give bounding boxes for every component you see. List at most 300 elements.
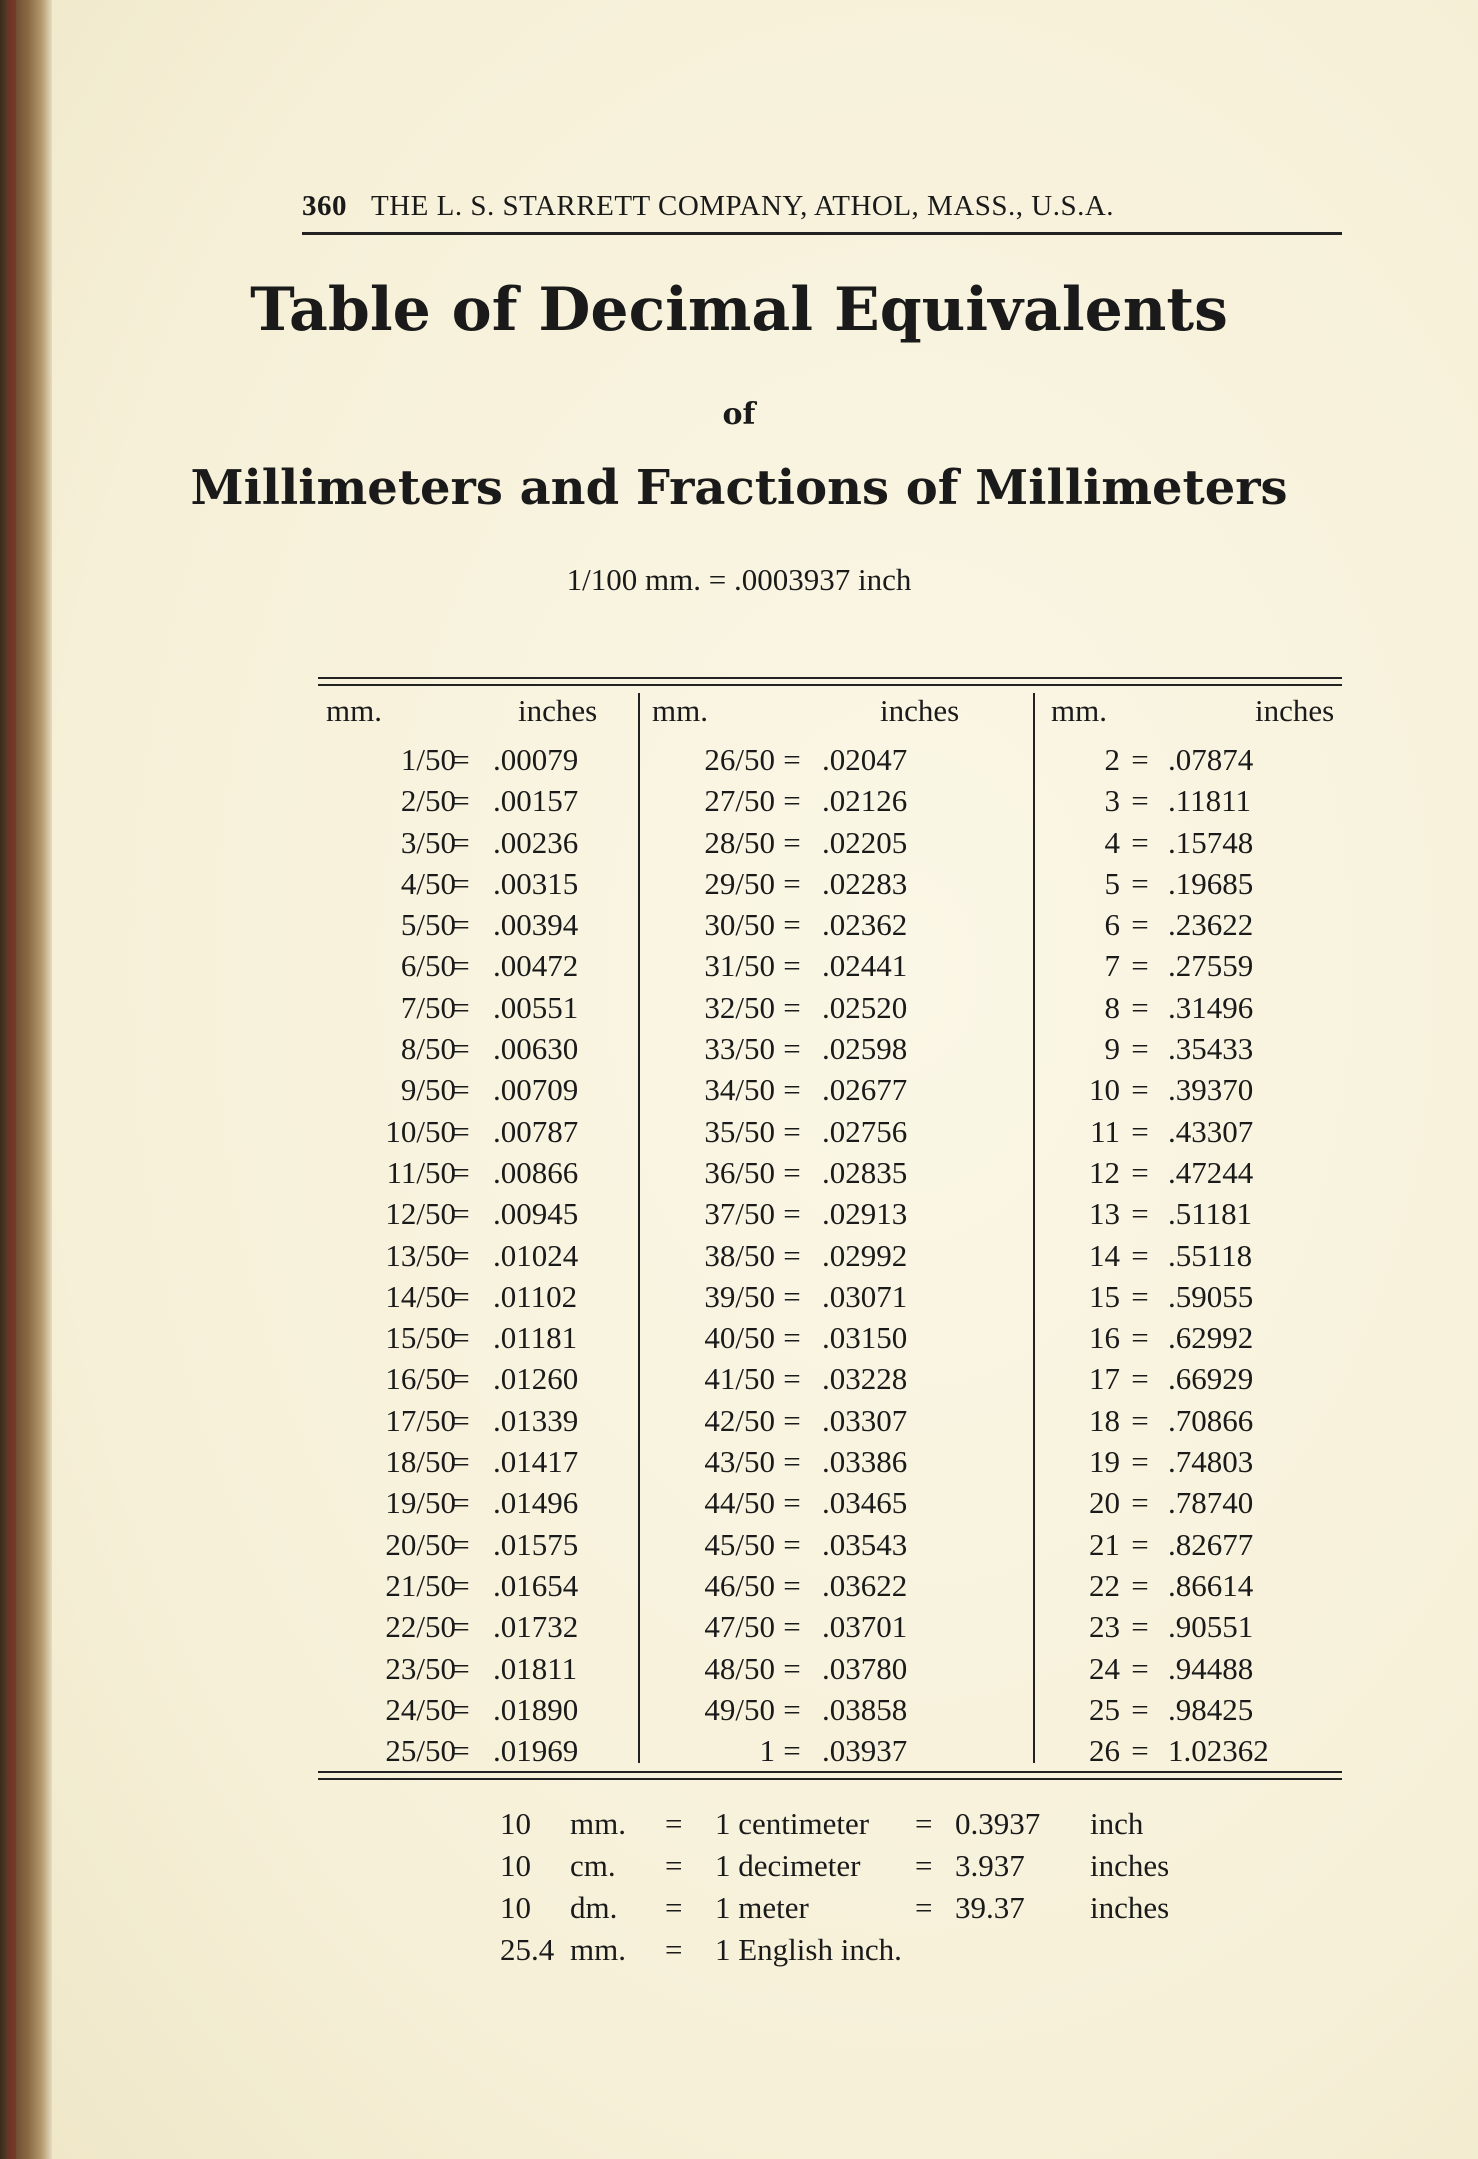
equals-sign: = <box>1131 1237 1149 1273</box>
table-row <box>640 1565 1035 1606</box>
table-bottom-rule-2 <box>318 1778 1342 1780</box>
equals-sign: = <box>783 1196 801 1232</box>
inch-value: .00709 <box>493 1072 579 1108</box>
equals-sign: = <box>1131 783 1149 819</box>
table-row <box>318 1400 638 1441</box>
table-row <box>318 1111 638 1152</box>
mm-value: 10 <box>1089 1072 1120 1108</box>
table-row <box>640 1235 1035 1276</box>
table-column-1 <box>318 693 638 1769</box>
mm-value: 15 <box>1089 1278 1120 1314</box>
mm-value: 25/50 <box>385 1733 456 1769</box>
table-row <box>1035 1235 1344 1276</box>
mm-value: 26 <box>1089 1733 1120 1769</box>
unit-conversion-notes <box>500 1803 1300 1971</box>
equals-sign: = <box>783 1237 801 1273</box>
mm-value: 16 <box>1089 1320 1120 1356</box>
table-row <box>318 1235 638 1276</box>
equals-sign: = <box>783 1733 801 1769</box>
mm-value: 4/50 <box>400 865 456 901</box>
header-mm: mm. <box>652 693 708 728</box>
mm-value: 18 <box>1089 1402 1120 1438</box>
table-row <box>318 1152 638 1193</box>
mm-value: 30/50 <box>704 907 775 943</box>
equals-sign: = <box>452 1733 470 1769</box>
table-row <box>318 1606 638 1647</box>
table-top-rule-2 <box>318 684 1342 686</box>
table-row <box>318 863 638 904</box>
table-row <box>640 1730 1035 1771</box>
inch-value: 1.02362 <box>1168 1733 1269 1769</box>
table-row <box>1035 1441 1344 1482</box>
table-row <box>640 1524 1035 1565</box>
mm-value: 2/50 <box>400 783 456 819</box>
mm-value: 36/50 <box>704 1154 775 1190</box>
mm-value: 14 <box>1089 1237 1120 1273</box>
mm-value: 40/50 <box>704 1320 775 1356</box>
equals-sign: = <box>1131 1609 1149 1645</box>
table-row <box>640 1028 1035 1069</box>
inch-value: .00236 <box>493 824 579 860</box>
inch-value: .31496 <box>1168 989 1254 1025</box>
table-row <box>640 1276 1035 1317</box>
equals-sign: = <box>1131 1361 1149 1397</box>
conversion-note <box>500 1845 1300 1887</box>
note-a: 25.4 <box>500 1932 555 1967</box>
mm-value: 31/50 <box>704 948 775 984</box>
inch-value: .01417 <box>493 1444 579 1480</box>
equivalents-table <box>318 693 1342 1768</box>
inch-value: .43307 <box>1168 1113 1254 1149</box>
mm-value: 26/50 <box>704 742 775 777</box>
inch-value: .00157 <box>493 783 579 819</box>
table-row <box>640 987 1035 1028</box>
table-row <box>1035 1028 1344 1069</box>
equals-sign: = <box>783 1402 801 1438</box>
inch-value: .02362 <box>822 907 908 943</box>
table-row <box>318 822 638 863</box>
conversion-note <box>500 1929 1300 1971</box>
equals-sign: = <box>783 1691 801 1727</box>
equals-sign: = <box>1131 1567 1149 1603</box>
inch-value: .35433 <box>1168 1031 1254 1067</box>
note-d: inch <box>1090 1806 1144 1841</box>
equals-sign: = <box>783 742 801 777</box>
inch-value: .27559 <box>1168 948 1254 984</box>
equals-sign: = <box>452 1361 470 1397</box>
inch-value: .02677 <box>822 1072 908 1108</box>
mm-value: 45/50 <box>704 1526 775 1562</box>
table-row <box>1035 1069 1344 1110</box>
page-title: Table of Decimal Equivalents <box>250 275 1228 345</box>
mm-value: 10/50 <box>385 1113 456 1149</box>
inch-value: .03780 <box>822 1650 908 1686</box>
inch-value: .02598 <box>822 1031 908 1067</box>
equals-sign: = <box>452 1650 470 1686</box>
mm-value: 33/50 <box>704 1031 775 1067</box>
table-row <box>318 780 638 821</box>
note-unit: mm. <box>570 1932 626 1967</box>
equals-sign: = <box>1131 1113 1149 1149</box>
note-unit: dm. <box>570 1890 618 1925</box>
table-row <box>640 1152 1035 1193</box>
table-row <box>318 1565 638 1606</box>
table-row <box>1035 1193 1344 1234</box>
inch-value: .01969 <box>493 1733 579 1769</box>
equals-sign: = <box>1131 1196 1149 1232</box>
equals-sign: = <box>452 948 470 984</box>
table-row <box>640 945 1035 986</box>
equals-sign: = <box>1131 1691 1149 1727</box>
table-row <box>640 1648 1035 1689</box>
equals-sign: = <box>783 1113 801 1149</box>
mm-value: 23/50 <box>385 1650 456 1686</box>
table-row <box>318 1482 638 1523</box>
inch-value: .02126 <box>822 783 908 819</box>
inch-value: .02047 <box>822 742 908 777</box>
mm-value: 43/50 <box>704 1444 775 1480</box>
mm-value: 49/50 <box>704 1691 775 1727</box>
table-row <box>318 1689 638 1730</box>
inch-value: .82677 <box>1168 1526 1254 1562</box>
table-row <box>1035 1730 1344 1771</box>
inch-value: .02283 <box>822 865 908 901</box>
equals-sign: = <box>783 1154 801 1190</box>
equals-sign: = <box>1131 907 1149 943</box>
inch-value: .00551 <box>493 989 579 1025</box>
equals-sign: = <box>783 865 801 901</box>
equals-sign: = <box>783 783 801 819</box>
equals-sign: = <box>452 1154 470 1190</box>
equals-sign: = <box>452 1278 470 1314</box>
equals-sign: = <box>452 1609 470 1645</box>
table-row <box>318 904 638 945</box>
table-column-2 <box>638 693 1035 1769</box>
mm-value: 5/50 <box>400 907 456 943</box>
equals-sign: = <box>783 1278 801 1314</box>
mm-value: 19/50 <box>385 1485 456 1521</box>
inch-value: .02441 <box>822 948 908 984</box>
table-row <box>640 1441 1035 1482</box>
mm-value: 23 <box>1089 1609 1120 1645</box>
table-row <box>640 1111 1035 1152</box>
inch-value: .19685 <box>1168 865 1254 901</box>
mm-value: 5 <box>1104 865 1120 901</box>
table-row <box>640 1482 1035 1523</box>
equals-sign: = <box>1131 1320 1149 1356</box>
equals-sign: = <box>1131 1402 1149 1438</box>
title-connector: of <box>722 397 756 432</box>
equals-sign: = <box>452 824 470 860</box>
table-row <box>318 1317 638 1358</box>
mm-value: 12/50 <box>385 1196 456 1232</box>
table-row <box>1035 945 1344 986</box>
mm-value: 38/50 <box>704 1237 775 1273</box>
equals-sign: = <box>452 1113 470 1149</box>
table-row <box>1035 1482 1344 1523</box>
equals-sign: = <box>783 824 801 860</box>
inch-value: .00315 <box>493 865 579 901</box>
table-row <box>318 739 638 780</box>
inch-value: .03150 <box>822 1320 908 1356</box>
mm-value: 28/50 <box>704 824 775 860</box>
note-eq1: = <box>665 1848 683 1883</box>
inch-value: .01732 <box>493 1609 579 1645</box>
inch-value: .02205 <box>822 824 908 860</box>
equals-sign: = <box>452 989 470 1025</box>
mm-value: 9 <box>1104 1031 1120 1067</box>
inch-value: .70866 <box>1168 1402 1254 1438</box>
equals-sign: = <box>1131 1154 1149 1190</box>
inch-value: .03622 <box>822 1567 908 1603</box>
inch-value: .02520 <box>822 989 908 1025</box>
table-row <box>640 1400 1035 1441</box>
note-c: 39.37 <box>955 1890 1025 1925</box>
note-b: 1 decimeter <box>715 1848 861 1883</box>
page-subtitle: Millimeters and Fractions of Millimeters <box>190 460 1288 516</box>
inch-value: .15748 <box>1168 824 1254 860</box>
inch-value: .98425 <box>1168 1691 1254 1727</box>
running-head-text: THE L. S. STARRETT COMPANY, ATHOL, MASS., U.S.A. <box>371 190 1115 222</box>
mm-value: 1/50 <box>400 742 456 777</box>
mm-value: 20/50 <box>385 1526 456 1562</box>
equals-sign: = <box>783 1567 801 1603</box>
inch-value: .86614 <box>1168 1567 1254 1603</box>
table-row <box>1035 1565 1344 1606</box>
note-d: inches <box>1090 1890 1170 1925</box>
inch-value: .01811 <box>493 1650 578 1686</box>
inch-value: .00787 <box>493 1113 579 1149</box>
mm-value: 29/50 <box>704 865 775 901</box>
mm-value: 25 <box>1089 1691 1120 1727</box>
inch-value: .00394 <box>493 907 579 943</box>
table-row <box>1035 822 1344 863</box>
mm-value: 17 <box>1089 1361 1120 1397</box>
mm-value: 21/50 <box>385 1567 456 1603</box>
mm-value: 8/50 <box>400 1031 456 1067</box>
mm-value: 15/50 <box>385 1320 456 1356</box>
mm-value: 37/50 <box>704 1196 775 1232</box>
inch-value: .94488 <box>1168 1650 1254 1686</box>
page-number: 360 <box>302 190 347 222</box>
equals-sign: = <box>452 907 470 943</box>
inch-value: .03307 <box>822 1402 908 1438</box>
equals-sign: = <box>452 783 470 819</box>
inch-value: .02992 <box>822 1237 908 1273</box>
inch-value: .11811 <box>1168 783 1251 819</box>
mm-value: 19 <box>1089 1444 1120 1480</box>
table-row <box>318 1648 638 1689</box>
column-header <box>640 693 1035 739</box>
inch-value: .01654 <box>493 1567 579 1603</box>
mm-value: 32/50 <box>704 989 775 1025</box>
equals-sign: = <box>1131 989 1149 1025</box>
inch-value: .03228 <box>822 1361 908 1397</box>
header-inches: inches <box>880 693 960 728</box>
table-row <box>1035 1648 1344 1689</box>
equals-sign: = <box>452 1567 470 1603</box>
table-bottom-rule-1 <box>318 1771 1342 1773</box>
table-row <box>640 1193 1035 1234</box>
inch-value: .00630 <box>493 1031 579 1067</box>
table-row <box>640 863 1035 904</box>
inch-value: .01339 <box>493 1402 579 1438</box>
mm-value: 7 <box>1104 948 1120 984</box>
table-row <box>640 739 1035 780</box>
table-row <box>318 1276 638 1317</box>
table-row <box>1035 904 1344 945</box>
equals-sign: = <box>783 1031 801 1067</box>
table-row <box>1035 1317 1344 1358</box>
inch-value: .02756 <box>822 1113 908 1149</box>
equals-sign: = <box>452 1031 470 1067</box>
mm-value: 46/50 <box>704 1567 775 1603</box>
inch-value: .00079 <box>493 742 579 777</box>
equals-sign: = <box>1131 1031 1149 1067</box>
note-eq1: = <box>665 1890 683 1925</box>
equals-sign: = <box>1131 1444 1149 1480</box>
note-eq1: = <box>665 1932 683 1967</box>
equals-sign: = <box>1131 1072 1149 1108</box>
mm-value: 11 <box>1090 1113 1120 1149</box>
mm-value: 44/50 <box>704 1485 775 1521</box>
equals-sign: = <box>452 1444 470 1480</box>
inch-value: .78740 <box>1168 1485 1254 1521</box>
conversion-note <box>500 1803 1300 1845</box>
inch-value: .01890 <box>493 1691 579 1727</box>
equals-sign: = <box>452 1072 470 1108</box>
equals-sign: = <box>452 1237 470 1273</box>
mm-value: 16/50 <box>385 1361 456 1397</box>
note-c: 3.937 <box>955 1848 1025 1883</box>
header-mm: mm. <box>1051 693 1107 728</box>
table-row <box>318 945 638 986</box>
table-row <box>1035 1276 1344 1317</box>
inch-value: .62992 <box>1168 1320 1254 1356</box>
equals-sign: = <box>1131 1485 1149 1521</box>
mm-value: 1 <box>759 1733 775 1769</box>
inch-value: .03071 <box>822 1278 908 1314</box>
mm-value: 22 <box>1089 1567 1120 1603</box>
mm-value: 7/50 <box>400 989 456 1025</box>
inch-value: .03543 <box>822 1526 908 1562</box>
equals-sign: = <box>783 1072 801 1108</box>
equals-sign: = <box>1131 1650 1149 1686</box>
equals-sign: = <box>452 1196 470 1232</box>
table-row <box>1035 1358 1344 1399</box>
inch-value: .66929 <box>1168 1361 1254 1397</box>
inch-value: .74803 <box>1168 1444 1254 1480</box>
equals-sign: = <box>452 742 470 777</box>
mm-value: 39/50 <box>704 1278 775 1314</box>
mm-value: 3/50 <box>400 824 456 860</box>
mm-value: 24 <box>1089 1650 1120 1686</box>
inch-value: .00472 <box>493 948 579 984</box>
mm-value: 18/50 <box>385 1444 456 1480</box>
equals-sign: = <box>783 1650 801 1686</box>
mm-value: 17/50 <box>385 1402 456 1438</box>
equals-sign: = <box>452 1526 470 1562</box>
mm-value: 48/50 <box>704 1650 775 1686</box>
running-head <box>302 190 1342 223</box>
equals-sign: = <box>1131 948 1149 984</box>
mm-value: 13/50 <box>385 1237 456 1273</box>
table-row <box>1035 863 1344 904</box>
table-row <box>640 822 1035 863</box>
conversion-note <box>500 1887 1300 1929</box>
header-inches: inches <box>518 693 598 728</box>
mm-value: 20 <box>1089 1485 1120 1521</box>
inch-value: .03858 <box>822 1691 908 1727</box>
table-row <box>318 1524 638 1565</box>
equals-sign: = <box>783 1526 801 1562</box>
inch-value: .03465 <box>822 1485 908 1521</box>
table-row <box>1035 780 1344 821</box>
note-eq2: = <box>915 1848 933 1883</box>
note-b: 1 meter <box>715 1890 809 1925</box>
note-b: 1 centimeter <box>715 1806 870 1841</box>
header-inches: inches <box>1255 693 1335 728</box>
mm-value: 6/50 <box>400 948 456 984</box>
note-a: 10 <box>500 1848 531 1883</box>
mm-value: 11/50 <box>386 1154 456 1190</box>
inch-value: .00866 <box>493 1154 579 1190</box>
table-row <box>1035 1524 1344 1565</box>
mm-value: 13 <box>1089 1196 1120 1232</box>
inch-value: .55118 <box>1168 1237 1253 1273</box>
inch-value: .01496 <box>493 1485 579 1521</box>
table-row <box>1035 1606 1344 1647</box>
mm-value: 47/50 <box>704 1609 775 1645</box>
inch-value: .02913 <box>822 1196 908 1232</box>
mm-value: 24/50 <box>385 1691 456 1727</box>
inch-value: .03937 <box>822 1733 908 1769</box>
inch-value: .39370 <box>1168 1072 1254 1108</box>
equals-sign: = <box>783 989 801 1025</box>
equals-sign: = <box>783 1609 801 1645</box>
table-row <box>1035 739 1344 780</box>
note-d: inches <box>1090 1848 1170 1883</box>
table-row <box>318 1358 638 1399</box>
equals-sign: = <box>783 1320 801 1356</box>
mm-value: 22/50 <box>385 1609 456 1645</box>
table-row <box>640 1069 1035 1110</box>
table-row <box>1035 1689 1344 1730</box>
mm-value: 8 <box>1104 989 1120 1025</box>
table-row <box>318 987 638 1028</box>
table-row <box>1035 987 1344 1028</box>
table-column-3 <box>1033 693 1344 1769</box>
mm-value: 12 <box>1089 1154 1120 1190</box>
note-eq2: = <box>915 1890 933 1925</box>
equals-sign: = <box>1131 742 1149 777</box>
mm-value: 42/50 <box>704 1402 775 1438</box>
table-row <box>640 1358 1035 1399</box>
mm-value: 6 <box>1104 907 1120 943</box>
note-a: 10 <box>500 1890 531 1925</box>
inch-value: .01260 <box>493 1361 579 1397</box>
equals-sign: = <box>1131 1278 1149 1314</box>
equals-sign: = <box>1131 1526 1149 1562</box>
table-row <box>1035 1400 1344 1441</box>
mm-value: 4 <box>1104 824 1120 860</box>
equals-sign: = <box>783 907 801 943</box>
column-header <box>318 693 638 739</box>
inch-value: .01181 <box>493 1320 578 1356</box>
mm-value: 35/50 <box>704 1113 775 1149</box>
inch-value: .59055 <box>1168 1278 1254 1314</box>
note-eq1: = <box>665 1806 683 1841</box>
